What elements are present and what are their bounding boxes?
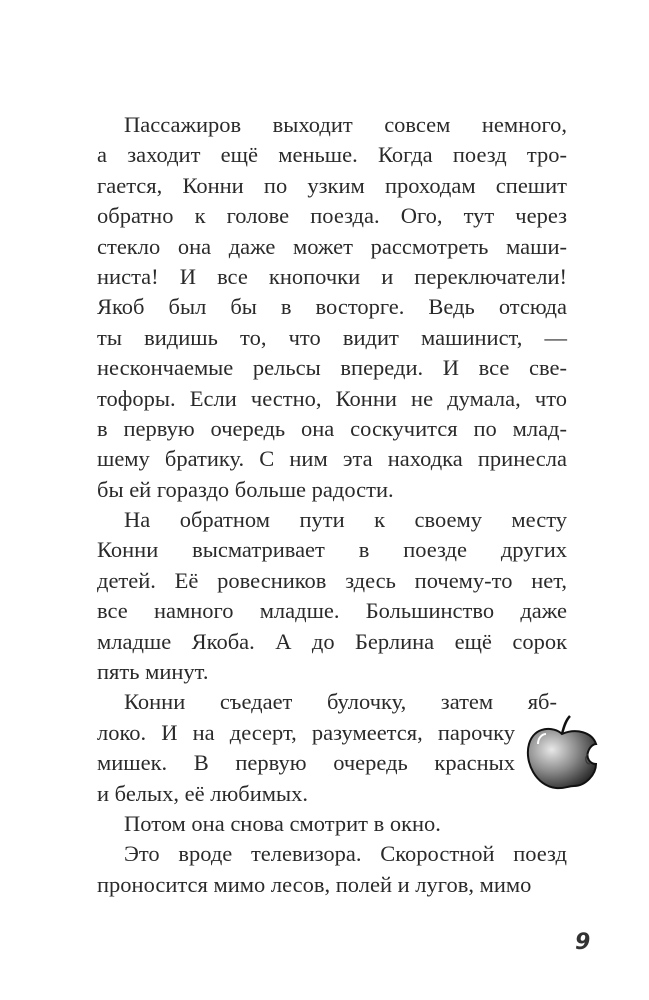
paragraph [97, 110, 567, 505]
text-line: Пассажиров выходит совсем немного, [124, 112, 567, 137]
text-line: детей. Её ровесников здесь почему-то нет, [97, 567, 567, 593]
text-line: На обратном пути к своему месту [124, 507, 567, 533]
text-line: в первую очередь она соскучится по млад- [97, 415, 567, 441]
text-line: все намного младше. Большинство даже [97, 598, 567, 624]
text-line: младше Якоба. А до Берлина ещё сорок [97, 628, 567, 654]
text-line: ты видишь то, что видит машинист, — [97, 324, 567, 350]
paragraph [97, 505, 567, 687]
page-text [97, 110, 567, 900]
paragraph [97, 839, 567, 900]
text-line: пять минут. [97, 659, 209, 685]
page-number: 9 [575, 930, 591, 955]
text-line: локо. И на десерт, разумеется, парочку [97, 719, 515, 745]
paragraph [97, 809, 567, 839]
bitten-apple-icon [524, 714, 598, 792]
text-line: и белых, её любимых. [97, 780, 309, 806]
text-line: стекло она даже может рассмотреть маши- [97, 233, 567, 259]
text-line: Якоб был бы в восторге. Ведь отсюда [97, 294, 567, 320]
text-line: Конни съедает булочку, затем яб- [124, 689, 557, 715]
text-line: проносится мимо лесов, полей и лугов, мимо [97, 871, 532, 897]
paragraph [97, 687, 567, 809]
text-line: Это вроде телевизора. Скоростной поезд [124, 841, 567, 867]
text-line: шему братику. С ним эта находка принесла [97, 446, 567, 472]
text-line: обратно к голове поезда. Ого, тут через [97, 203, 567, 229]
text-line: а заходит ещё меньше. Когда поезд тро- [97, 142, 567, 168]
text-line: нескончаемые рельсы впереди. И все све- [97, 355, 567, 381]
text-line: гается, Конни по узким проходам спешит [97, 172, 567, 198]
text-line: Конни высматривает в поезде других [97, 537, 567, 563]
text-line: Потом она снова смотрит в окно. [124, 810, 441, 836]
text-line: бы ей гораздо больше радости. [97, 476, 394, 502]
text-line: мишек. В первую очередь красных [97, 750, 515, 776]
text-line: тофоры. Если честно, Конни не думала, что [97, 385, 567, 411]
text-line: ниста! И все кнопочки и переключатели! [97, 263, 567, 289]
